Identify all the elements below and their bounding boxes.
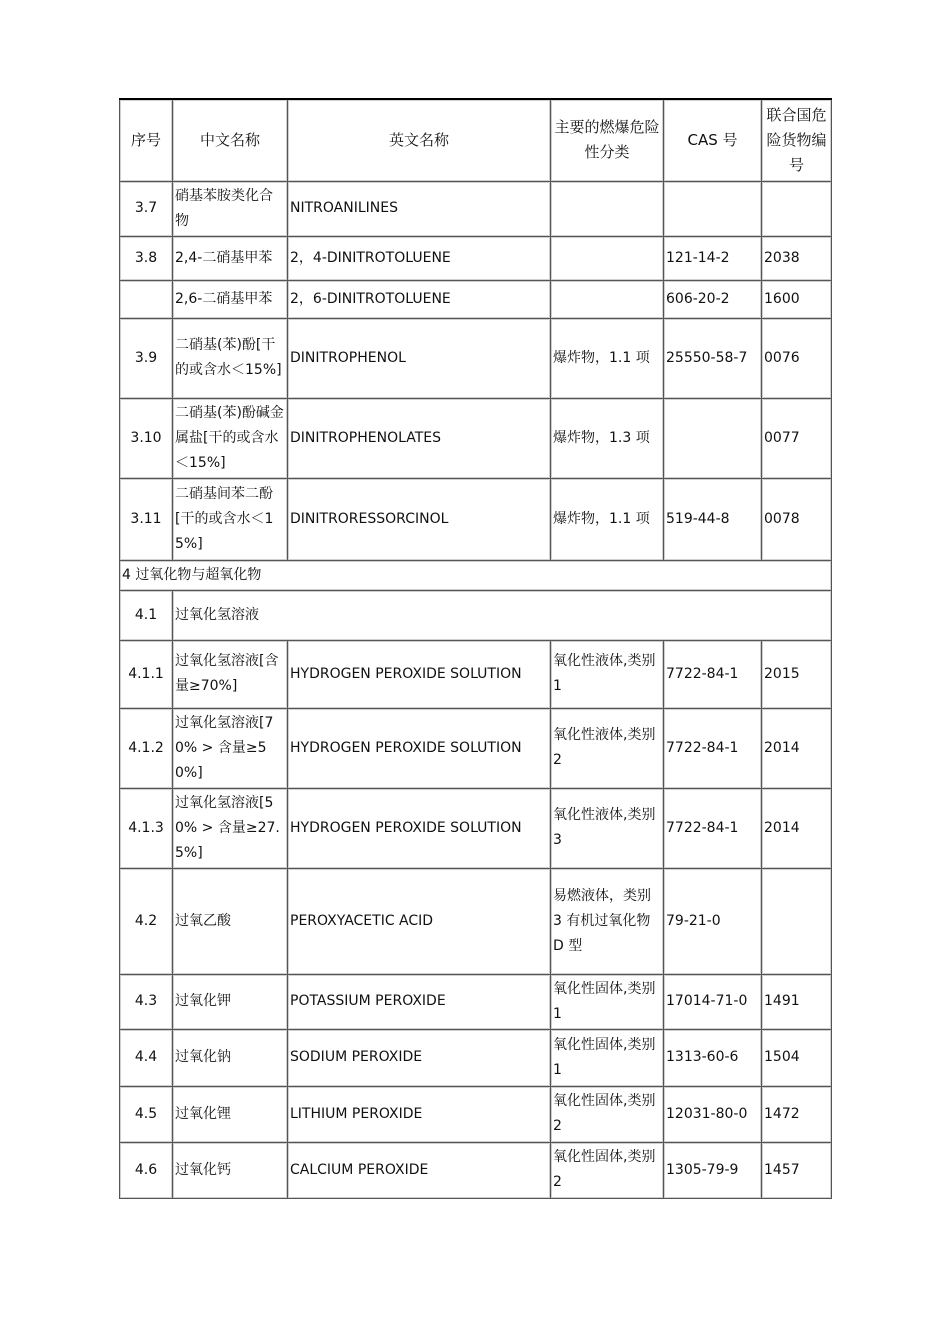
cell-english-name: DINITROPHENOLATES [288, 398, 551, 478]
cell-cas: 7722-84-1 [664, 640, 762, 708]
cell-english-name: CALCIUM PEROXIDE [288, 1142, 551, 1198]
cell-hazard: 氧化性液体,类别 1 [551, 640, 664, 708]
header-english-name: 英文名称 [288, 99, 551, 181]
cell-english-name: 2，4-DINITROTOLUENE [288, 236, 551, 280]
cell-seq: 4.3 [120, 974, 173, 1029]
cell-chinese-name: 硝基苯胺类化合物 [173, 181, 288, 236]
cell-un: 1472 [762, 1086, 832, 1142]
cell-chinese-name: 2,4-二硝基甲苯 [173, 236, 288, 280]
cell-english-name: SODIUM PEROXIDE [288, 1029, 551, 1086]
header-seq: 序号 [120, 99, 173, 181]
cell-seq: 4.1.3 [120, 788, 173, 868]
table-row [120, 1142, 832, 1198]
table-row [120, 1086, 832, 1142]
table-row [120, 318, 832, 398]
cell-un [762, 868, 832, 974]
cell-hazard: 氧化性固体,类别 2 [551, 1086, 664, 1142]
cell-seq: 4.1 [120, 590, 173, 640]
table-header-row [120, 99, 832, 181]
cell-hazard: 易燃液体，类别 3 有机过氧化物 D 型 [551, 868, 664, 974]
cell-hazard [551, 181, 664, 236]
cell-english-name: 2，6-DINITROTOLUENE [288, 280, 551, 318]
cell-un: 2014 [762, 708, 832, 788]
cell-english-name: LITHIUM PEROXIDE [288, 1086, 551, 1142]
cell-chinese-name: 2,6-二硝基甲苯 [173, 280, 288, 318]
cell-cas: 7722-84-1 [664, 788, 762, 868]
cell-chinese-name: 过氧化氢溶液[50% > 含量≥27.5%] [173, 788, 288, 868]
header-cas-number: CAS 号 [664, 99, 762, 181]
cell-un: 2014 [762, 788, 832, 868]
cell-english-name: PEROXYACETIC ACID [288, 868, 551, 974]
cell-chinese-name: 过氧化锂 [173, 1086, 288, 1142]
cell-english-name: DINITRORESSORCINOL [288, 478, 551, 560]
cell-chinese-name: 二硝基(苯)酚[干的或含水＜15%] [173, 318, 288, 398]
cell-seq: 4.1.2 [120, 708, 173, 788]
chemicals-table [119, 98, 832, 1199]
table-row [120, 974, 832, 1029]
cell-hazard [551, 236, 664, 280]
cell-chinese-name: 二硝基间苯二酚[干的或含水＜15%] [173, 478, 288, 560]
cell-un: 1457 [762, 1142, 832, 1198]
table-row [120, 708, 832, 788]
cell-chinese-name: 过氧乙酸 [173, 868, 288, 974]
cell-english-name: NITROANILINES [288, 181, 551, 236]
cell-chinese-name: 过氧化氢溶液[70% > 含量≥50%] [173, 708, 288, 788]
cell-english-name: DINITROPHENOL [288, 318, 551, 398]
cell-english-name: HYDROGEN PEROXIDE SOLUTION [288, 788, 551, 868]
table-row [120, 280, 832, 318]
header-chinese-name: 中文名称 [173, 99, 288, 181]
cell-un: 1600 [762, 280, 832, 318]
table-row [120, 478, 832, 560]
cell-seq: 3.10 [120, 398, 173, 478]
cell-english-name: HYDROGEN PEROXIDE SOLUTION [288, 640, 551, 708]
cell-seq: 3.7 [120, 181, 173, 236]
cell-chinese-name: 二硝基(苯)酚碱金属盐[干的或含水＜15%] [173, 398, 288, 478]
section-title: 4 过氧化物与超氧化物 [120, 560, 832, 590]
group-row [120, 590, 832, 640]
cell-cas: 12031-80-0 [664, 1086, 762, 1142]
cell-chinese-name: 过氧化钠 [173, 1029, 288, 1086]
cell-seq: 3.8 [120, 236, 173, 280]
cell-chinese-name: 过氧化钾 [173, 974, 288, 1029]
cell-un: 0077 [762, 398, 832, 478]
cell-seq: 4.1.1 [120, 640, 173, 708]
cell-un: 1491 [762, 974, 832, 1029]
cell-cas: 17014-71-0 [664, 974, 762, 1029]
cell-chinese-name: 过氧化钙 [173, 1142, 288, 1198]
header-un-number: 联合国危险货物编号 [762, 99, 832, 181]
cell-english-name: POTASSIUM PEROXIDE [288, 974, 551, 1029]
cell-seq: 3.9 [120, 318, 173, 398]
cell-un: 0078 [762, 478, 832, 560]
cell-seq: 4.2 [120, 868, 173, 974]
cell-cas: 606-20-2 [664, 280, 762, 318]
cell-cas: 1313-60-6 [664, 1029, 762, 1086]
cell-cas: 79-21-0 [664, 868, 762, 974]
cell-hazard: 氧化性液体,类别 3 [551, 788, 664, 868]
cell-seq [120, 280, 173, 318]
table-row [120, 398, 832, 478]
header-hazard-class: 主要的燃爆危险性分类 [551, 99, 664, 181]
cell-cas: 7722-84-1 [664, 708, 762, 788]
table-row [120, 1029, 832, 1086]
cell-hazard: 氧化性固体,类别 1 [551, 974, 664, 1029]
cell-english-name: HYDROGEN PEROXIDE SOLUTION [288, 708, 551, 788]
cell-cas: 1305-79-9 [664, 1142, 762, 1198]
cell-hazard: 爆炸物，1.3 项 [551, 398, 664, 478]
cell-un: 2038 [762, 236, 832, 280]
cell-cas: 519-44-8 [664, 478, 762, 560]
cell-hazard: 爆炸物，1.1 项 [551, 318, 664, 398]
cell-seq: 4.4 [120, 1029, 173, 1086]
cell-cas [664, 398, 762, 478]
cell-chinese-name: 过氧化氢溶液[含量≥70%] [173, 640, 288, 708]
cell-un: 1504 [762, 1029, 832, 1086]
cell-un: 0076 [762, 318, 832, 398]
cell-seq: 3.11 [120, 478, 173, 560]
cell-hazard: 氧化性固体,类别 2 [551, 1142, 664, 1198]
cell-seq: 4.5 [120, 1086, 173, 1142]
cell-un [762, 181, 832, 236]
cell-un: 2015 [762, 640, 832, 708]
group-title: 过氧化氢溶液 [173, 590, 832, 640]
cell-cas [664, 181, 762, 236]
table-row [120, 868, 832, 974]
cell-cas: 25550-58-7 [664, 318, 762, 398]
cell-hazard: 氧化性液体,类别 2 [551, 708, 664, 788]
table-row [120, 236, 832, 280]
cell-hazard [551, 280, 664, 318]
cell-seq: 4.6 [120, 1142, 173, 1198]
cell-cas: 121-14-2 [664, 236, 762, 280]
section-row [120, 560, 832, 590]
cell-hazard: 氧化性固体,类别 1 [551, 1029, 664, 1086]
table-row [120, 181, 832, 236]
cell-hazard: 爆炸物，1.1 项 [551, 478, 664, 560]
table-row [120, 788, 832, 868]
table-row [120, 640, 832, 708]
